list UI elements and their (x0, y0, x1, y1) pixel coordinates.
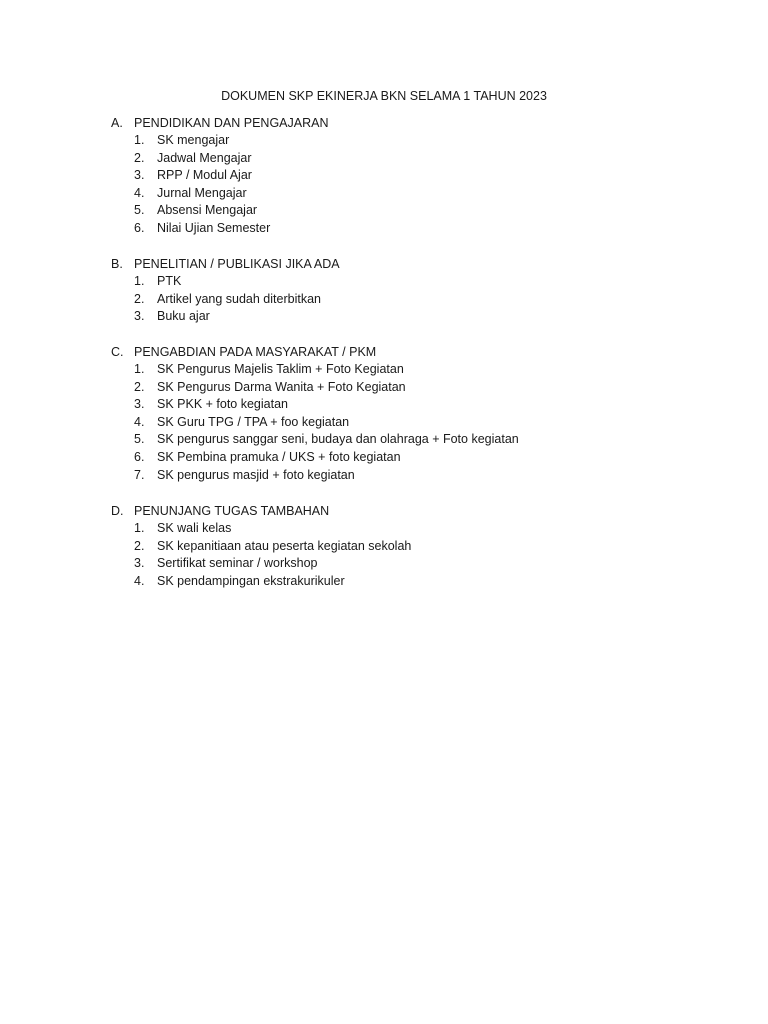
item-number: 3. (134, 309, 145, 324)
item-number: 1. (134, 133, 145, 147)
list-item (111, 520, 711, 538)
item-number: 5. (134, 203, 145, 218)
list-item (111, 273, 711, 291)
section-title: PENGABDIAN PADA MASYARAKAT / PKM (134, 345, 377, 359)
section-penunjang (111, 502, 711, 590)
list-item (111, 449, 711, 467)
item-number: 1. (134, 362, 145, 376)
section-heading (111, 502, 711, 520)
item-text: SK kepanitiaan atau peserta kegiatan sekolah (157, 538, 412, 553)
item-text: Buku ajar (157, 309, 210, 324)
item-text: SK pengurus masjid + foto kegiatan (157, 467, 355, 482)
list-item (111, 202, 711, 220)
list-item (111, 220, 711, 238)
item-number: 2. (134, 291, 145, 306)
item-text: SK pengurus sanggar seni, budaya dan olahraga + Foto kegiatan (157, 432, 519, 447)
section-heading (111, 343, 711, 361)
list-item (111, 573, 711, 591)
item-text: SK Guru TPG / TPA + foo kegiatan (157, 414, 350, 429)
section-title: PENDIDIKAN DAN PENGAJARAN (134, 116, 329, 130)
item-number: 4. (134, 185, 145, 200)
item-number: 1. (134, 274, 145, 288)
list-item (111, 396, 711, 414)
section-title: PENELITIAN / PUBLIKASI JIKA ADA (134, 257, 340, 271)
item-text: SK Pengurus Darma Wanita + Foto Kegiatan (157, 379, 406, 394)
document-title: DOKUMEN SKP EKINERJA BKN SELAMA 1 TAHUN 2023 (221, 89, 547, 103)
item-number: 2. (134, 150, 145, 165)
item-number: 2. (134, 538, 145, 553)
section-letter: B. (111, 257, 123, 271)
section-heading (111, 114, 711, 132)
item-text: SK Pembina pramuka / UKS + foto kegiatan (157, 449, 401, 464)
item-text: SK pendampingan ekstrakurikuler (157, 573, 345, 588)
section-pengabdian (111, 343, 711, 484)
item-number: 3. (134, 397, 145, 412)
list-item (111, 291, 711, 309)
item-text: Sertifikat seminar / workshop (157, 556, 318, 571)
list-item (111, 467, 711, 485)
list-item (111, 379, 711, 397)
item-text: Jadwal Mengajar (157, 150, 252, 165)
list-item (111, 431, 711, 449)
list-item (111, 555, 711, 573)
item-number: 1. (134, 521, 145, 535)
item-text: PTK (157, 274, 182, 288)
item-text: SK Pengurus Majelis Taklim + Foto Kegiatan (157, 362, 404, 376)
section-letter: A. (111, 116, 123, 130)
list-item (111, 132, 711, 150)
item-number: 4. (134, 414, 145, 429)
section-letter: D. (111, 504, 124, 518)
item-text: Jurnal Mengajar (157, 185, 247, 200)
list-item (111, 185, 711, 203)
item-number: 7. (134, 467, 145, 482)
section-title: PENUNJANG TUGAS TAMBAHAN (134, 504, 330, 518)
item-number: 4. (134, 573, 145, 588)
list-item (111, 308, 711, 326)
item-number: 3. (134, 168, 145, 183)
item-text: Nilai Ujian Semester (157, 220, 271, 235)
list-item (111, 150, 711, 168)
item-number: 2. (134, 379, 145, 394)
list-item (111, 414, 711, 432)
list-item (111, 538, 711, 556)
item-number: 6. (134, 220, 145, 235)
item-text: Absensi Mengajar (157, 203, 258, 218)
item-number: 6. (134, 449, 145, 464)
section-letter: C. (111, 345, 124, 359)
item-number: 5. (134, 432, 145, 447)
item-text: SK mengajar (157, 133, 230, 147)
section-heading (111, 255, 711, 273)
item-text: Artikel yang sudah diterbitkan (157, 291, 321, 306)
item-text: RPP / Modul Ajar (157, 168, 252, 183)
item-number: 3. (134, 556, 145, 571)
item-text: SK PKK + foto kegiatan (157, 397, 288, 412)
list-item (111, 167, 711, 185)
section-penelitian (111, 255, 711, 326)
list-item (111, 361, 711, 379)
section-pendidikan (111, 114, 711, 238)
item-text: SK wali kelas (157, 521, 232, 535)
